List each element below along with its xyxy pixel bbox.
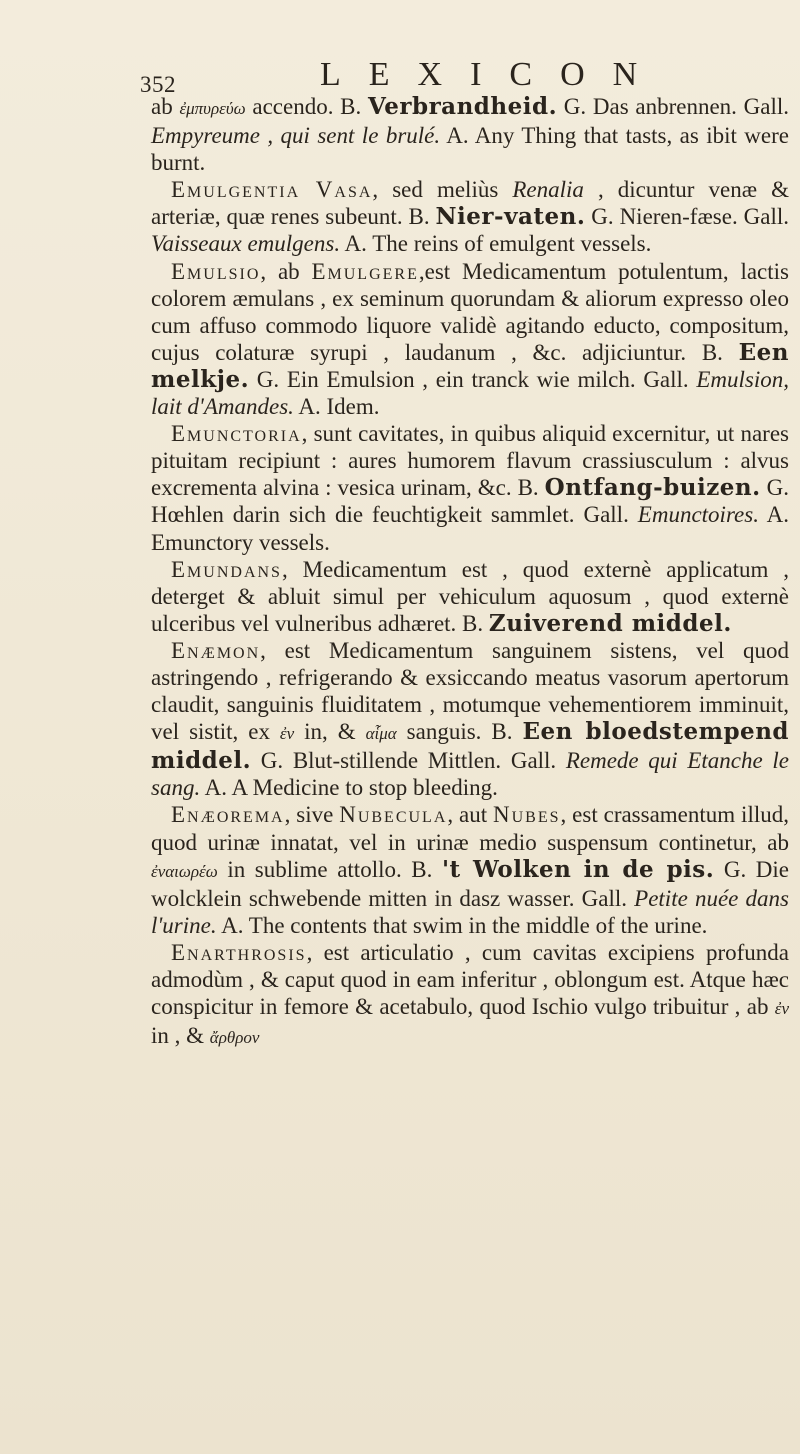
entry-headword: Emundans	[171, 556, 282, 582]
greek-word: ἐν	[774, 999, 789, 1019]
entry-text: , Medicamentum est , quod externè applicatum , deterget & abluit simul per vehiculum aquosum , quod externè ulceribus vel vulneribus adhæret. B.	[151, 556, 789, 636]
dutch-translation: Nier-vaten.	[435, 203, 586, 231]
entry-headword: Enæmon	[171, 637, 261, 663]
dictionary-entry	[151, 556, 789, 637]
entry-text: G. Ein Emulsion , ein tranck wie milch. Gall.	[249, 366, 697, 392]
french-translation: Emulsion, lait d'Amandes.	[151, 366, 789, 420]
entry-headword: Nubecula	[339, 802, 448, 828]
dictionary-entry	[151, 420, 789, 555]
greek-word: ἄρθρον	[209, 1028, 260, 1048]
greek-word: ἐναιωρέω	[151, 861, 218, 881]
entry-headword: Enæorema	[171, 802, 285, 828]
entry-text: A. Emunctory vessels.	[151, 502, 789, 555]
entry-text: A. The contents that swim in the middle of the urine.	[216, 912, 708, 938]
french-translation: Vaisseaux emulgens.	[151, 231, 341, 257]
entry-text: G. Blut-stillende Mittlen. Gall.	[251, 748, 566, 774]
entry-text: sanguis. B.	[396, 719, 523, 745]
entry-text: ab	[151, 94, 180, 119]
page-header	[140, 52, 780, 96]
entry-headword: Emulgere	[311, 258, 419, 284]
entry-text: , sive	[284, 802, 340, 828]
dutch-translation: Een melkje.	[151, 338, 789, 393]
french-translation: Renalia	[512, 177, 584, 203]
entry-text: G. Die wolcklein schwebende mitten in dasz wasser. Gall.	[151, 856, 789, 911]
dutch-translation: Zuiverend middel.	[488, 609, 732, 637]
greek-word: αἷμα	[365, 724, 397, 744]
dictionary-entry	[151, 801, 789, 938]
entry-headword: Emulgentia Vasa	[171, 177, 373, 203]
entry-text: G. Hœhlen darin sich die feuchtigkeit sammlet. Gall.	[151, 475, 789, 528]
entry-text: , ab	[260, 258, 312, 284]
running-title: LEXICON	[320, 56, 666, 93]
entry-text: A. The reins of emulgent vessels.	[340, 231, 652, 257]
entry-text: accendo. B.	[245, 94, 368, 119]
greek-word: ἐμπυρεύω	[179, 99, 246, 118]
entry-text: , sunt cavitates, in quibus aliquid excernitur, ut nares pituitam recipiunt : aures humorem flavum crassiusculum : alvus excrementa alvina : vesica urinam, &c. B.	[151, 421, 789, 501]
entry-text: , est Medicamentum sanguinem sistens, vel quod astringendo , refrigerando & exsiccando meatus vasorum apertorum claudit, sanguinis fluiditatem , motumque vehementiorem imminuit, vel sistit, ex	[151, 637, 789, 745]
entry-text: , sed meliùs	[372, 177, 513, 203]
entry-text: A. Any Thing that tasts, as ibit were burnt.	[151, 123, 789, 176]
entry-headword: Emulsio	[171, 258, 261, 284]
entry-text: in, &	[294, 719, 366, 745]
entry-text: ,est Medicamentum potulentum, lactis colorem æmulans , ex seminum quorundam & aliorum expresso oleo cum affuso commodo liquore validè agitando educto, compositum, cujus colaturæ syrupi , laudanum , &c. adjiciuntur. B.	[151, 258, 789, 365]
dutch-translation: Een bloedstempend middel.	[151, 718, 789, 775]
dictionary-entry	[151, 939, 789, 1051]
entry-text: , est articulatio , cum cavitas excipiens profunda admodùm , & caput quod in eam inferitur , oblongum est. Atque hæc conspicitur in femore & acetabulo, quod Ischio vulgo tribuitur , ab	[151, 939, 789, 1020]
entry-continuation	[151, 93, 789, 176]
dictionary-entry	[151, 258, 789, 421]
entry-text: in sublime attollo. B.	[217, 856, 442, 882]
entry-text: A. Idem.	[293, 394, 380, 420]
entry-text: A. A Medicine to stop bleeding.	[200, 775, 498, 801]
dictionary-entry	[151, 637, 789, 802]
entry-text: in , &	[151, 1023, 210, 1049]
greek-word: ἐν	[279, 724, 295, 744]
french-translation: Empyreume , qui sent le brulé.	[151, 123, 441, 149]
french-translation: Remede qui Etanche le sang.	[151, 748, 789, 801]
page-number: 352	[140, 72, 176, 97]
dutch-translation: 't Wolken in de pis.	[441, 855, 715, 883]
entry-headword: Nubes	[493, 802, 561, 828]
dictionary-entry	[151, 176, 789, 257]
french-translation: Petite nuée dans l'urine.	[151, 885, 789, 938]
entry-headword: Emunctoria	[171, 421, 302, 447]
entry-text: , est crassamentum illud, quod urinæ innatat, vel in urinæ medio suspensum continetur, ab	[151, 802, 789, 855]
french-translation: Emunctoires.	[637, 502, 759, 528]
dutch-translation: Ontfang-buizen.	[544, 474, 761, 502]
entry-text: G. Das anbrennen. Gall.	[557, 94, 789, 119]
entry-text: , aut	[447, 802, 494, 828]
entry-text: G. Nieren-fæse. Gall.	[585, 204, 789, 230]
dictionary-entries	[151, 93, 789, 1051]
entry-text: , dicuntur venæ & arteriæ, quæ renes subeunt. B.	[151, 177, 789, 230]
entry-headword: Enarthrosis	[171, 939, 307, 965]
dutch-translation: Verbrandheid.	[368, 93, 558, 120]
